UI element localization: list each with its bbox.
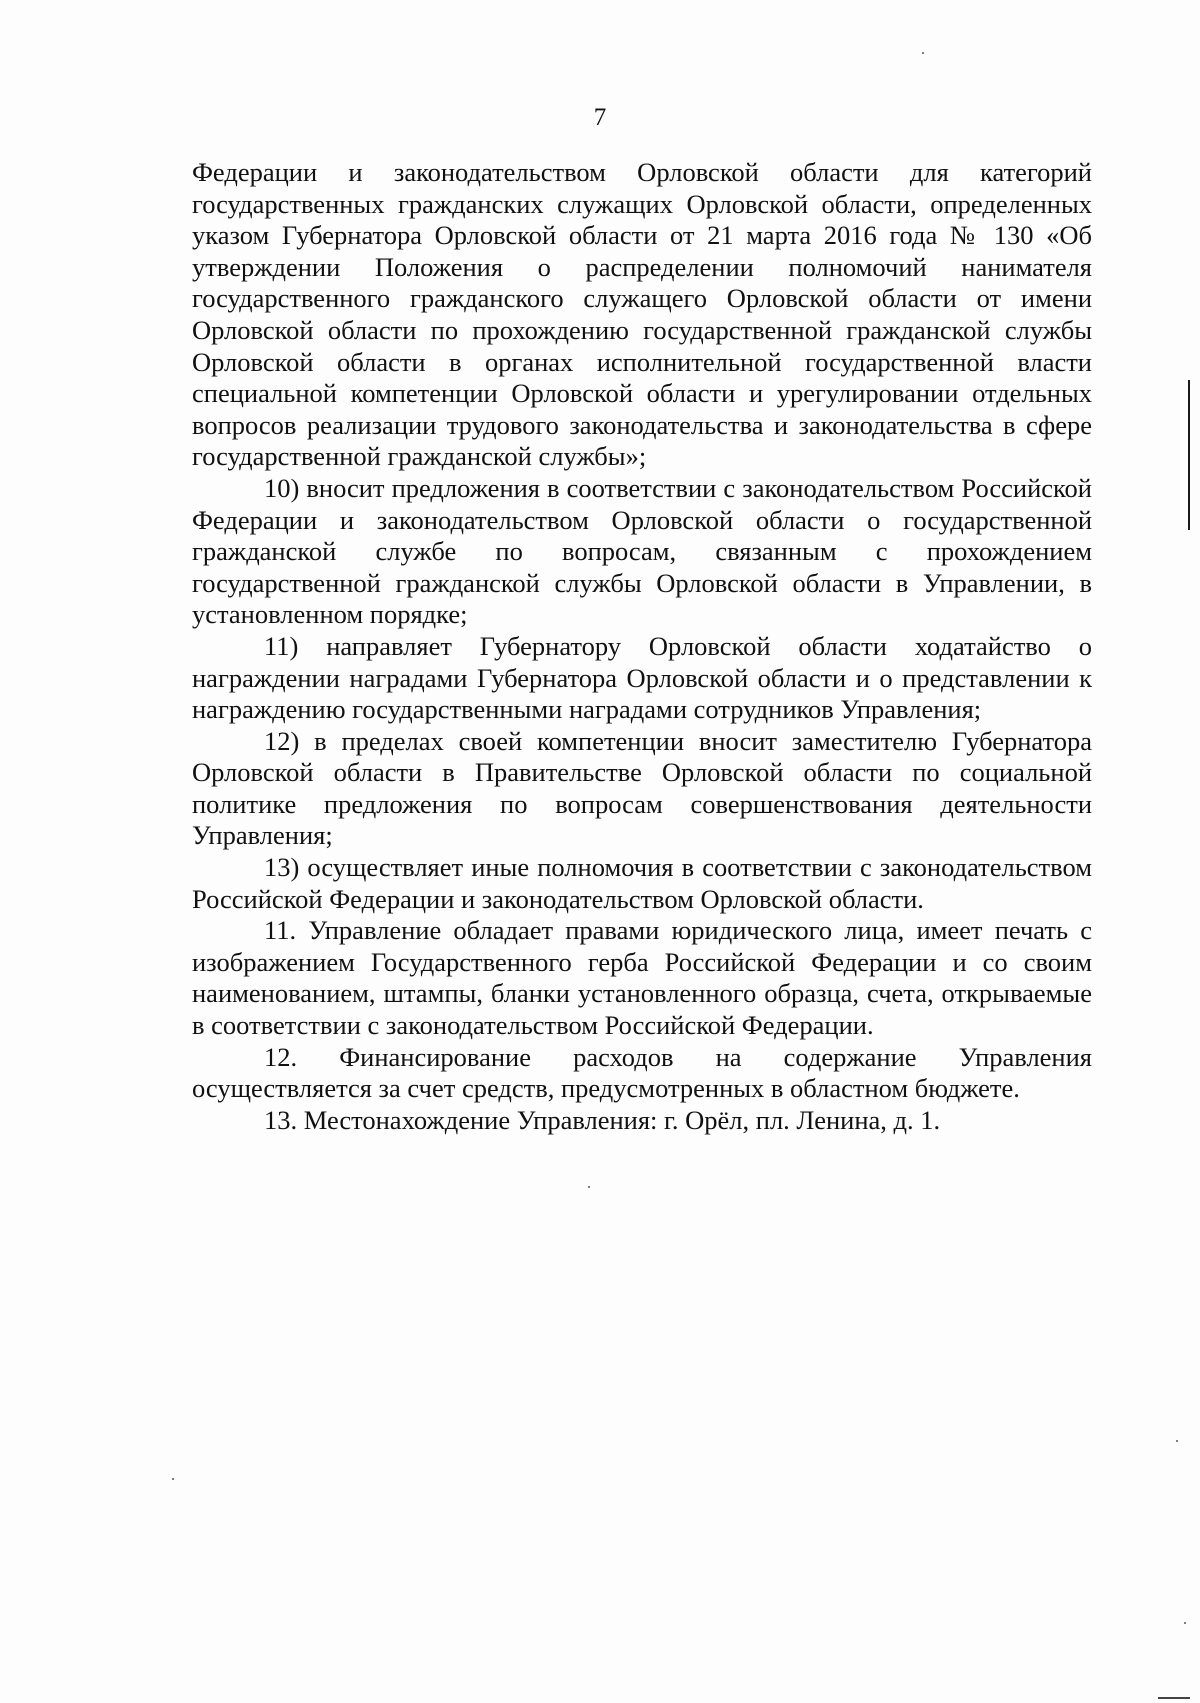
paragraph-item-10: 10) вносит предложения в соответствии с законодательством Российской Федерации и законодательством Орловской области о государственной гражданской службе по вопросам, связанным с прохождением государственной гражданской службы Орловской области в Управлении, в установленном порядке; [192, 472, 1092, 630]
page-number: 7 [593, 104, 607, 131]
document-body [192, 157, 1092, 1136]
paragraph-item-13: 13) осуществляет иные полномочия в соответствии с законодательством Российской Федерации и законодательством Орловской области. [192, 852, 1092, 914]
paragraph-continuation: Федерации и законодательством Орловской области для категорий государственных гражданских служащих Орловской области, определенных указом Губернатора Орловской области от 21 марта 2016 года № 130 «Об утверждении Положения о распределении полномочий нанимателя государственного гражданского служащего Орловской области от имени Орловской области по прохождению государственной гражданской службы Орловской области в органах исполнительной государственной власти специальной компетенции Орловской области и урегулировании отдельных вопросов реализации трудового законодательства и законодательства в сфере государственной гражданской службы»; [192, 157, 1092, 472]
paragraph-item-11: 11) направляет Губернатору Орловской области ходатайство о награждении наградами Губернатора Орловской области и о представлении к награждению государственными наградами сотрудников Управления; [192, 630, 1092, 725]
scan-speck [1184, 1622, 1186, 1624]
paragraph-clause-12: 12. Финансирование расходов на содержание Управления осуществляется за счет средств, предусмотренных в областном бюджете. [192, 1041, 1092, 1104]
scan-speck [172, 1478, 174, 1480]
paragraph-clause-11: 11. Управление обладает правами юридического лица, имеет печать с изображением Государственного герба Российской Федерации и со своим наименованием, штампы, бланки установленного образца, счета, открываемые в соответствии с законодательством Российской Федерации. [192, 915, 1092, 1041]
scan-speck [1176, 1440, 1178, 1442]
paragraph-item-12: 12) в пределах своей компетенции вносит заместителю Губернатора Орловской области в Правительстве Орловской области по социальной политике предложения по вопросам совершенствования деятельности Управления; [192, 725, 1092, 851]
scan-speck [922, 52, 924, 54]
scan-edge-mark [1188, 380, 1190, 530]
paragraph-clause-13: 13. Местонахождение Управления: г. Орёл, пл. Ленина, д. 1. [264, 1104, 941, 1135]
scan-edge-mark [1158, 1697, 1190, 1699]
scan-speck [588, 1186, 590, 1188]
